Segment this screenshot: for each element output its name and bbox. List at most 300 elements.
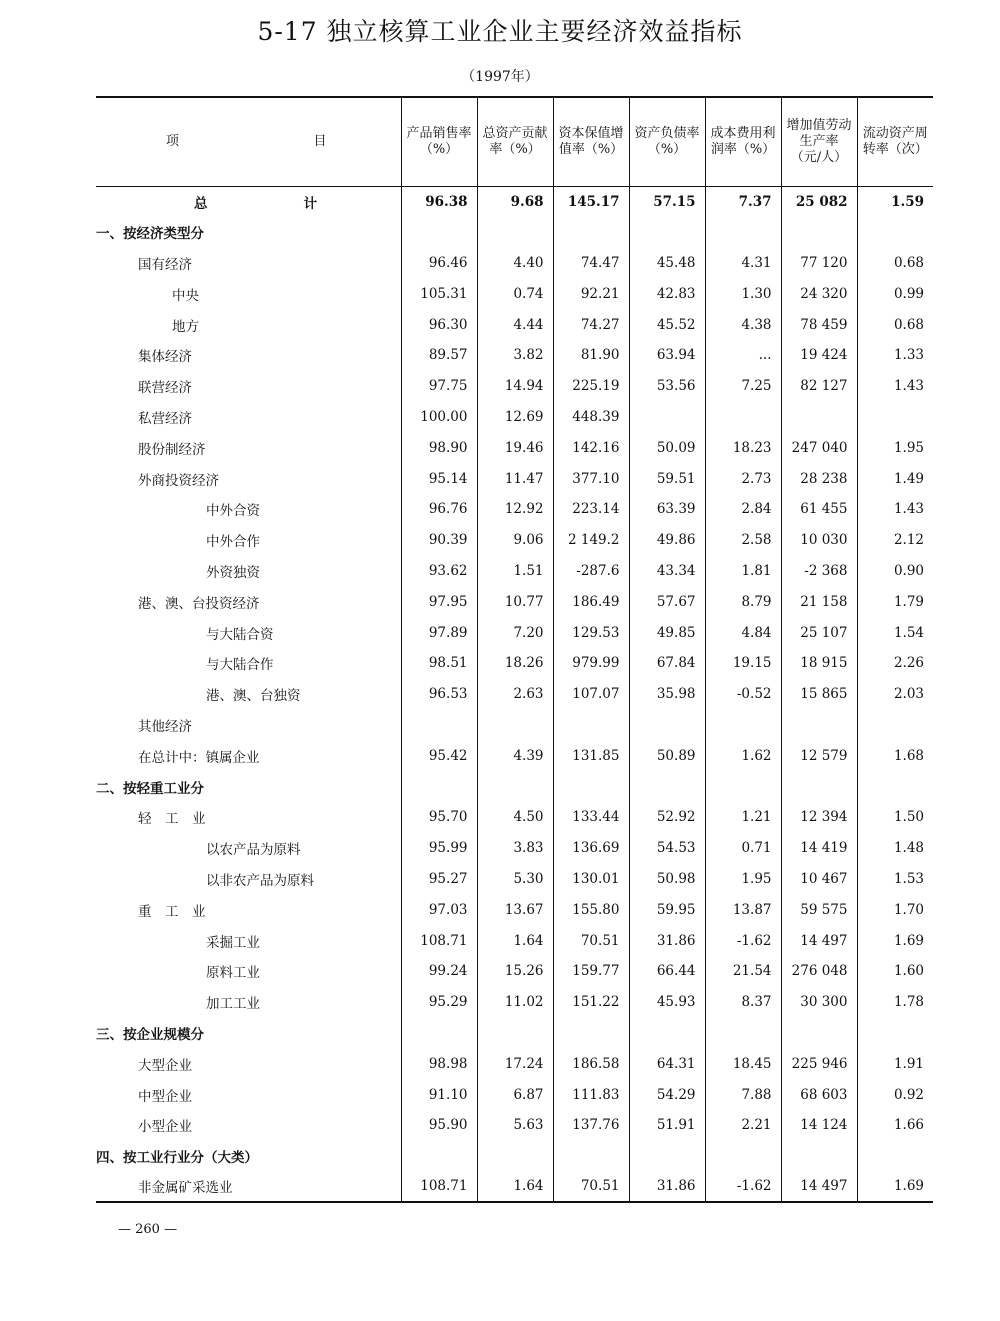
row-value [857,1141,933,1172]
row-value: 12.92 [477,494,553,525]
table-row [96,987,933,1018]
row-label: 以非农产品为原料 [206,872,314,889]
row-value: 95.29 [401,987,477,1018]
row-value: 1.50 [857,802,933,833]
table-row [96,186,933,217]
row-value: 63.94 [629,340,705,371]
row-label: 四、按工业行业分（大类） [96,1150,258,1167]
row-value: 19.46 [477,432,553,463]
row-value: 14 497 [781,1172,857,1203]
table-row [96,771,933,802]
row-value: 91.10 [401,1079,477,1110]
table-row [96,1079,933,1110]
row-value: 2.03 [857,679,933,710]
table-row [96,371,933,402]
table-row [96,956,933,987]
row-value: 2.63 [477,679,553,710]
row-value: 68 603 [781,1079,857,1110]
row-value: 7.25 [705,371,781,402]
row-value: 54.29 [629,1079,705,1110]
row-label: 原料工业 [206,965,260,982]
row-label: 以农产品为原料 [206,842,301,859]
row-value: 96.30 [401,309,477,340]
row-value [705,1018,781,1049]
column-header-capital-preservation: 资本保值增值率（%） [553,97,629,186]
row-value: 1.81 [705,556,781,587]
row-value: 15 865 [781,679,857,710]
row-value: 11.02 [477,987,553,1018]
row-value: 6.87 [477,1079,553,1110]
row-value: 1.79 [857,586,933,617]
row-value: 3.83 [477,833,553,864]
row-value: 14 124 [781,1110,857,1141]
row-value: 4.31 [705,248,781,279]
table-row [96,1018,933,1049]
row-label: 外商投资经济 [138,472,219,489]
row-value: 4.38 [705,309,781,340]
table-row [96,217,933,248]
row-value: 31.86 [629,1172,705,1203]
row-value: 1.59 [857,186,933,217]
row-value [781,402,857,433]
row-value: 18.26 [477,648,553,679]
row-value: 82 127 [781,371,857,402]
table-row [96,833,933,864]
row-value: 1.48 [857,833,933,864]
row-label: 私营经济 [138,410,192,427]
row-value: 99.24 [401,956,477,987]
row-value: 74.47 [553,248,629,279]
row-value: 9.68 [477,186,553,217]
table-row [96,1141,933,1172]
row-value [629,1018,705,1049]
row-value: 979.99 [553,648,629,679]
row-value: 1.69 [857,925,933,956]
row-value: 223.14 [553,494,629,525]
row-value: 0.92 [857,1079,933,1110]
row-value [857,771,933,802]
row-value: 52.92 [629,802,705,833]
table-row [96,248,933,279]
row-value: 0.90 [857,556,933,587]
row-value: 95.27 [401,864,477,895]
page-title: 5-17 独立核算工业企业主要经济效益指标 [257,17,743,46]
row-label: 二、按轻重工业分 [96,780,204,797]
row-value [705,710,781,741]
row-value: 0.99 [857,278,933,309]
row-value: 133.44 [553,802,629,833]
column-header-item: 项 目 [166,133,327,149]
row-value: 12 579 [781,740,857,771]
row-value [781,1018,857,1049]
row-value: 63.39 [629,494,705,525]
row-value: 13.87 [705,894,781,925]
row-value: 18.23 [705,432,781,463]
row-value: 45.93 [629,987,705,1018]
row-label: 港、澳、台投资经济 [138,595,260,612]
row-value: 21 158 [781,586,857,617]
row-value [781,771,857,802]
row-value: 2.12 [857,525,933,556]
row-value: 4.39 [477,740,553,771]
row-value: 24 320 [781,278,857,309]
row-value: 7.20 [477,617,553,648]
table-row [96,648,933,679]
row-value: 96.38 [401,186,477,217]
table-row [96,894,933,925]
row-value: 2 149.2 [553,525,629,556]
column-header-sales-rate: 产品销售率（%） [401,97,477,186]
row-label: 其他经济 [138,718,192,735]
row-value: 10 467 [781,864,857,895]
row-label: 联营经济 [138,380,192,397]
row-value [477,1018,553,1049]
row-value: -1.62 [705,1172,781,1203]
row-value: -1.62 [705,925,781,956]
row-value [705,217,781,248]
row-label: 股份制经济 [138,441,206,458]
row-value: 50.89 [629,740,705,771]
row-value [629,402,705,433]
row-value [857,402,933,433]
row-value: 61 455 [781,494,857,525]
row-value: 42.83 [629,278,705,309]
row-value: 59.51 [629,463,705,494]
row-value: 95.42 [401,740,477,771]
row-value [477,771,553,802]
row-value: -0.52 [705,679,781,710]
row-label: 大型企业 [138,1057,192,1074]
table-header [96,97,933,186]
row-label: 一、按经济类型分 [96,226,204,243]
row-value: 12 394 [781,802,857,833]
row-value: 1.43 [857,371,933,402]
row-value: 1.95 [705,864,781,895]
row-value: 155.80 [553,894,629,925]
row-value: 3.82 [477,340,553,371]
row-value [629,1141,705,1172]
row-value: 247 040 [781,432,857,463]
row-value: 70.51 [553,1172,629,1203]
row-value: 19 424 [781,340,857,371]
row-value: 0.74 [477,278,553,309]
row-value: 13.67 [477,894,553,925]
row-value: 151.22 [553,987,629,1018]
row-value [477,710,553,741]
row-value: 59.95 [629,894,705,925]
row-value [629,710,705,741]
row-label: 外资独资 [206,564,260,581]
row-value: 159.77 [553,956,629,987]
row-value: 25 082 [781,186,857,217]
row-value [401,1018,477,1049]
column-header-debt-ratio: 资产负债率（%） [629,97,705,186]
row-value: 1.91 [857,1048,933,1079]
row-value: 1.68 [857,740,933,771]
column-header-current-asset-turnover: 流动资产周转率（次） [857,97,933,186]
row-value: 54.53 [629,833,705,864]
row-value: 7.37 [705,186,781,217]
row-value: 1.33 [857,340,933,371]
row-value: 225.19 [553,371,629,402]
row-value: 95.14 [401,463,477,494]
row-value [477,217,553,248]
column-header-asset-contribution: 总资产贡献率（%） [477,97,553,186]
table-row [96,278,933,309]
row-value: 66.44 [629,956,705,987]
row-value: 1.60 [857,956,933,987]
row-value: 1.66 [857,1110,933,1141]
row-value: 2.84 [705,494,781,525]
row-value [553,1141,629,1172]
row-label: 重 工 业 [138,903,206,920]
row-value: 43.34 [629,556,705,587]
row-label: 总 计 [194,195,317,212]
row-value: 107.07 [553,679,629,710]
row-value [553,1018,629,1049]
row-value: 0.71 [705,833,781,864]
row-label: 集体经济 [138,349,192,366]
row-value [781,217,857,248]
row-value: 10.77 [477,586,553,617]
row-value: 81.90 [553,340,629,371]
row-value: 97.89 [401,617,477,648]
row-value: 51.91 [629,1110,705,1141]
row-value: 15.26 [477,956,553,987]
row-value: 1.62 [705,740,781,771]
row-label: 中外合作 [206,534,260,551]
row-value: 5.63 [477,1110,553,1141]
row-value: 145.17 [553,186,629,217]
row-value: 11.47 [477,463,553,494]
row-value: 14.94 [477,371,553,402]
row-value [629,217,705,248]
row-value: 1.70 [857,894,933,925]
row-value: 2.58 [705,525,781,556]
row-value: 1.49 [857,463,933,494]
row-value: 276 048 [781,956,857,987]
row-value: 97.03 [401,894,477,925]
row-value: 5.30 [477,864,553,895]
row-value: 14 419 [781,833,857,864]
table-row [96,925,933,956]
row-value: 21.54 [705,956,781,987]
row-value: 96.53 [401,679,477,710]
row-value: 0.68 [857,309,933,340]
row-value: 18 915 [781,648,857,679]
row-value: 1.21 [705,802,781,833]
row-value: 448.39 [553,402,629,433]
column-header-cost-profit-rate: 成本费用利润率（%） [705,97,781,186]
row-value [477,1141,553,1172]
row-value: 130.01 [553,864,629,895]
row-value [781,710,857,741]
table-row [96,494,933,525]
row-value [857,217,933,248]
row-value: 136.69 [553,833,629,864]
row-value [553,710,629,741]
row-value: 98.90 [401,432,477,463]
row-value: 129.53 [553,617,629,648]
row-label: 三、按企业规模分 [96,1026,204,1043]
row-value: ... [705,340,781,371]
row-value: 108.71 [401,1172,477,1203]
row-value: 137.76 [553,1110,629,1141]
row-value: 95.70 [401,802,477,833]
row-value: 96.76 [401,494,477,525]
row-value: 19.15 [705,648,781,679]
row-label: 与大陆合作 [206,657,274,674]
row-value [705,402,781,433]
row-value: 0.68 [857,248,933,279]
row-value: 1.54 [857,617,933,648]
row-label: 轻 工 业 [138,811,206,828]
row-value: 50.09 [629,432,705,463]
row-value [781,1141,857,1172]
economic-indicators-table [96,96,933,1203]
row-value: 12.69 [477,402,553,433]
table-row [96,1048,933,1079]
table-row [96,679,933,710]
row-value: 92.21 [553,278,629,309]
table-row [96,710,933,741]
row-value: 111.83 [553,1079,629,1110]
row-value [705,771,781,802]
row-label: 港、澳、台独资 [206,688,301,705]
row-value: 98.98 [401,1048,477,1079]
row-value: 10 030 [781,525,857,556]
table-row [96,432,933,463]
column-header-labor-productivity: 增加值劳动生产率（元/人） [781,97,857,186]
row-value: 1.43 [857,494,933,525]
row-label: 小型企业 [138,1119,192,1136]
row-value: 98.51 [401,648,477,679]
row-value: 57.15 [629,186,705,217]
row-value: 74.27 [553,309,629,340]
row-value: 7.88 [705,1079,781,1110]
row-value: 100.00 [401,402,477,433]
row-value: 35.98 [629,679,705,710]
row-value: 57.67 [629,586,705,617]
table-row [96,525,933,556]
row-label: 中外合资 [206,503,260,520]
row-value [857,710,933,741]
row-value [705,1141,781,1172]
row-value [401,771,477,802]
table-row [96,617,933,648]
row-value: 1.64 [477,1172,553,1203]
row-label: 中央 [172,287,199,304]
row-value: 31.86 [629,925,705,956]
row-value: 142.16 [553,432,629,463]
row-value [401,710,477,741]
table-row [96,1110,933,1141]
row-value: 50.98 [629,864,705,895]
table-subtitle-year: （1997年） [461,69,539,85]
row-value: 28 238 [781,463,857,494]
row-value: 186.58 [553,1048,629,1079]
row-value: 8.79 [705,586,781,617]
row-value: 45.52 [629,309,705,340]
row-value [553,217,629,248]
row-value: 17.24 [477,1048,553,1079]
row-value: 67.84 [629,648,705,679]
row-value [553,771,629,802]
row-label: 非金属矿采选业 [138,1180,233,1197]
row-value: 9.06 [477,525,553,556]
row-value: 131.85 [553,740,629,771]
row-value: 1.53 [857,864,933,895]
row-value: 2.73 [705,463,781,494]
row-value: 1.51 [477,556,553,587]
row-value: 108.71 [401,925,477,956]
row-value: 97.75 [401,371,477,402]
row-value: 1.95 [857,432,933,463]
row-value [629,771,705,802]
row-value: 1.78 [857,987,933,1018]
table-row [96,340,933,371]
table-row [96,802,933,833]
table-row [96,586,933,617]
row-value: 2.21 [705,1110,781,1141]
row-value: 105.31 [401,278,477,309]
row-value: 4.84 [705,617,781,648]
table-row [96,740,933,771]
row-label: 国有经济 [138,256,192,273]
row-value: -2 368 [781,556,857,587]
row-value: 49.85 [629,617,705,648]
row-value: 64.31 [629,1048,705,1079]
row-label: 在总计中：镇属企业 [138,749,260,766]
row-value: 377.10 [553,463,629,494]
row-value [857,1018,933,1049]
row-value: 2.26 [857,648,933,679]
page-number: — 260 — [118,1222,178,1237]
row-value: 78 459 [781,309,857,340]
row-label: 采掘工业 [206,934,260,951]
row-value: 95.90 [401,1110,477,1141]
row-value: 96.46 [401,248,477,279]
table-row [96,556,933,587]
row-value: 4.40 [477,248,553,279]
row-value: 77 120 [781,248,857,279]
row-value: 97.95 [401,586,477,617]
row-value: 4.50 [477,802,553,833]
row-value: 1.30 [705,278,781,309]
row-value: -287.6 [553,556,629,587]
row-value: 45.48 [629,248,705,279]
table-row [96,1172,933,1203]
row-value: 70.51 [553,925,629,956]
row-value: 1.64 [477,925,553,956]
row-label: 中型企业 [138,1088,192,1105]
row-value: 89.57 [401,340,477,371]
row-value: 186.49 [553,586,629,617]
row-value: 95.99 [401,833,477,864]
row-value [401,1141,477,1172]
row-value: 4.44 [477,309,553,340]
row-label: 与大陆合资 [206,626,274,643]
row-label: 地方 [172,318,199,335]
table-row [96,864,933,895]
row-value: 14 497 [781,925,857,956]
row-value: 225 946 [781,1048,857,1079]
table-body [96,186,933,1202]
table-row [96,309,933,340]
row-value: 90.39 [401,525,477,556]
row-value: 53.56 [629,371,705,402]
row-value: 30 300 [781,987,857,1018]
